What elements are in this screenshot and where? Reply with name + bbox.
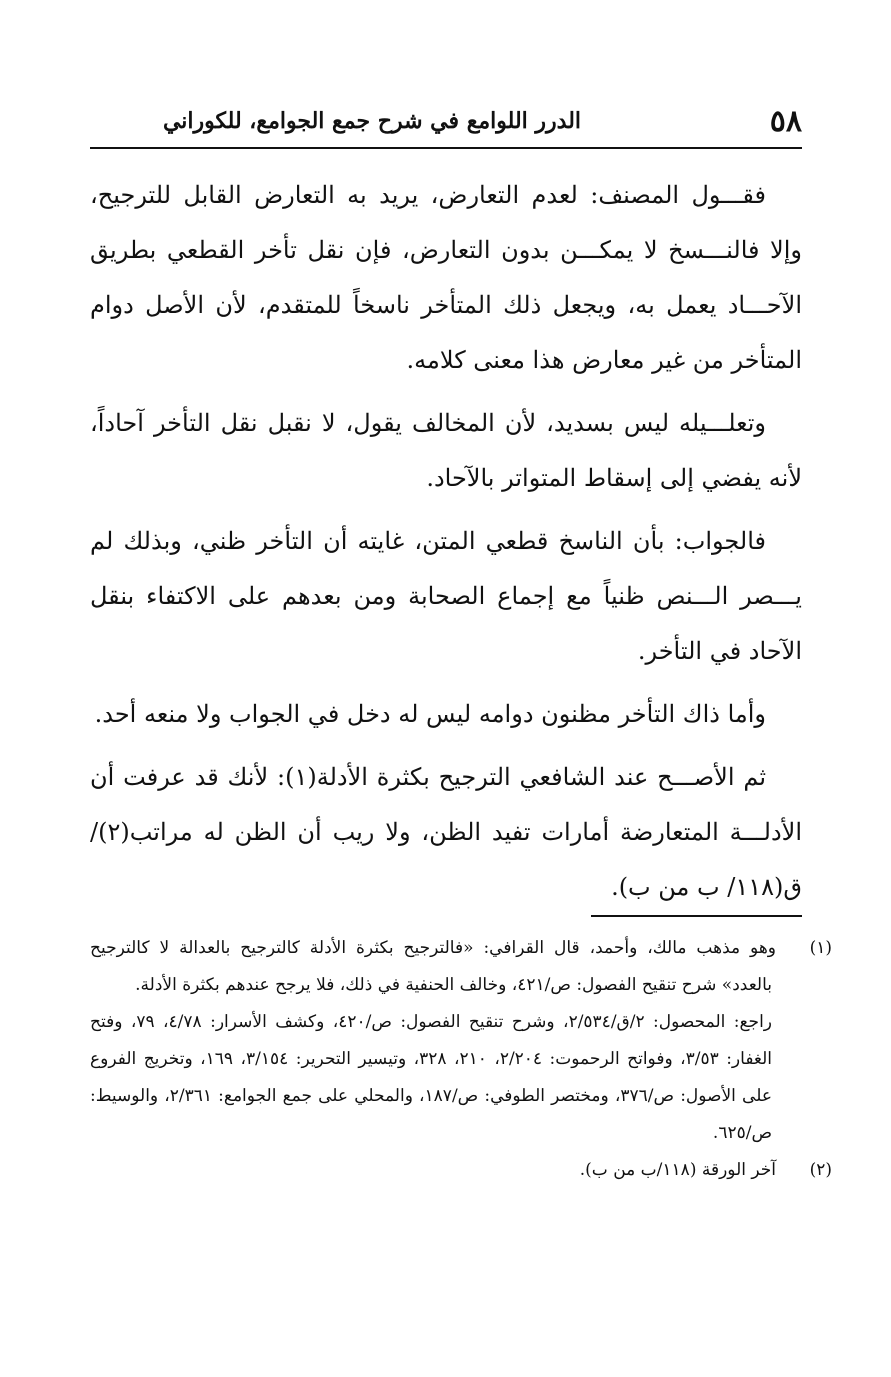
footnote-number: (٢) bbox=[809, 1160, 832, 1180]
paragraph: ثم الأصـــح عند الشافعي الترجيح بكثرة الأدلة(١): لأنك قد عرفت أن الأدلـــة المتعارضة أمارات تفيد الظن، ولا ريب أن الظن له مراتب(٢)/ ق(١١٨/ ب من ب). bbox=[90, 763, 802, 901]
footnotes bbox=[90, 930, 832, 1189]
header-divider bbox=[90, 147, 802, 149]
paragraph: وتعلـــيله ليس بسديد، لأن المخالف يقول، لا نقبل نقل التأخر آحاداً، لأنه يفضي إلى إسقاط المتواتر بالآحاد. bbox=[90, 409, 802, 492]
paragraph: فقـــول المصنف: لعدم التعارض، يريد به التعارض القابل للترجيح، وإلا فالنـــسخ لا يمكـــن بدون التعارض، فإن نقل تأخر القطعي بطريق الآحـــاد يعمل به، ويجعل ذلك المتأخر ناسخاً للمتقدم، لأن الأصل دوام المتأخر من غير معارض هذا معنى كلامه. bbox=[90, 181, 802, 374]
page-header bbox=[90, 100, 802, 144]
footnote-2 bbox=[90, 1152, 832, 1189]
running-title: الدرر اللوامع في شرح جمع الجوامع، للكوراني bbox=[162, 108, 582, 134]
paragraph: وأما ذاك التأخر مظنون دوامه ليس له دخل في الجواب ولا منعه أحد. bbox=[94, 700, 766, 728]
footnote-text: راجع: المحصول: ٢/ق/٢/٥٣٤، وشرح تنقيح الفصول: ص/٤٢٠، وكشف الأسرار: ٤/٧٨، ٧٩، وفتح الغفار: ٣/٥٣، وفواتح الرحموت: ٢/٢٠٤، ٢١٠، ٣٢٨، وتيسير التحرير: ٣/١٥٤، ١٦٩، وتخريج الفروع على الأصول: ص/٣٧٦، ومختصر الطوفي: ص/١٨٧، والمحلي على جمع الجوامع: ٢/٣٦١، والوسيط: ص/٦٢٥. bbox=[90, 1012, 773, 1143]
footnote-divider bbox=[591, 915, 802, 917]
footnote-number: (١) bbox=[809, 938, 832, 958]
main-text bbox=[90, 168, 802, 915]
footnote-1 bbox=[90, 930, 832, 1004]
footnote-1-references bbox=[90, 1004, 802, 1152]
paragraph: فالجواب: بأن الناسخ قطعي المتن، غايته أن التأخر ظني، وبذلك لم يـــصر الـــنص ظنياً مع إجماع الصحابة ومن بعدهم على الاكتفاء بنقل الآحاد في التأخر. bbox=[90, 527, 802, 665]
footnote-text: وهو مذهب مالك، وأحمد، قال القرافي: «فالترجيح بكثرة الأدلة كالترجيح بالعدالة لا كالترجيح بالعدد» شرح تنقيح الفصول: ص/٤٢١، وخالف الحنفية في ذلك، فلا يرجح عندهم بكثرة الأدلة. bbox=[90, 938, 776, 995]
footnote-text: آخر الورقة (١١٨/ب من ب). bbox=[579, 1160, 776, 1180]
page-number: ٥٨ bbox=[769, 104, 802, 139]
